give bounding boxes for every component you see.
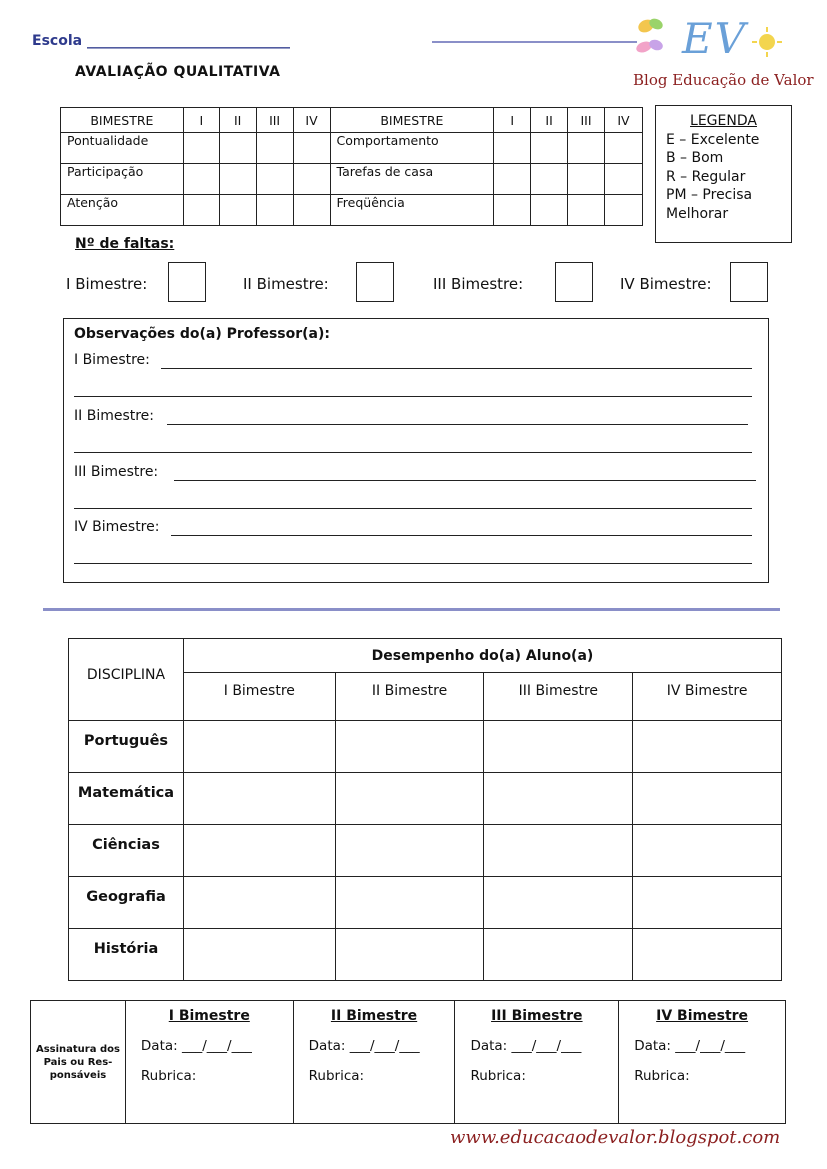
grade-cell[interactable] bbox=[568, 133, 605, 164]
grade-cell[interactable] bbox=[604, 195, 642, 226]
grade-cell[interactable] bbox=[183, 133, 219, 164]
score-cell[interactable] bbox=[633, 877, 782, 929]
grade-cell[interactable] bbox=[183, 164, 219, 195]
subject-label: Geografia bbox=[69, 877, 184, 929]
faltas-box-ii[interactable] bbox=[356, 262, 394, 302]
score-cell[interactable] bbox=[335, 825, 484, 877]
signature-cell-iii[interactable] bbox=[455, 1001, 619, 1124]
score-cell[interactable] bbox=[183, 929, 335, 981]
obs-label: I Bimestre: bbox=[74, 352, 150, 368]
signature-cell-ii[interactable] bbox=[293, 1001, 455, 1124]
grade-cell[interactable] bbox=[604, 164, 642, 195]
grade-cell[interactable] bbox=[219, 133, 256, 164]
criteria-row bbox=[61, 195, 643, 226]
grade-cell[interactable] bbox=[604, 133, 642, 164]
grade-cell[interactable] bbox=[256, 133, 293, 164]
rubrica-field[interactable]: Rubrica: bbox=[308, 1068, 365, 1084]
subject-label: História bbox=[69, 929, 184, 981]
subject-label: Português bbox=[69, 721, 184, 773]
subject-row bbox=[69, 877, 782, 929]
period-ii: II bbox=[531, 108, 568, 133]
obs-line[interactable] bbox=[74, 396, 752, 397]
grade-cell[interactable] bbox=[293, 195, 330, 226]
signature-label: Assinatura dos Pais ou Res-ponsáveis bbox=[31, 1001, 126, 1124]
data-field[interactable]: Data: ___/___/___ bbox=[308, 1038, 420, 1054]
legend-box bbox=[655, 105, 792, 243]
period-header: I Bimestre bbox=[183, 673, 335, 721]
logo-text: Blog Educação de Valor bbox=[633, 71, 814, 89]
obs-line[interactable] bbox=[171, 535, 752, 536]
grade-cell[interactable] bbox=[568, 195, 605, 226]
rubrica-field[interactable]: Rubrica: bbox=[634, 1068, 690, 1084]
performance-group-header: Desempenho do(a) Aluno(a) bbox=[183, 639, 781, 673]
grade-cell[interactable] bbox=[256, 195, 293, 226]
grade-cell[interactable] bbox=[293, 133, 330, 164]
score-cell[interactable] bbox=[633, 929, 782, 981]
grade-cell[interactable] bbox=[293, 164, 330, 195]
score-cell[interactable] bbox=[183, 877, 335, 929]
obs-line[interactable] bbox=[74, 563, 752, 564]
signature-table bbox=[30, 1000, 786, 1124]
observacoes-box bbox=[63, 318, 769, 583]
score-cell[interactable] bbox=[183, 721, 335, 773]
period-iii: III bbox=[256, 108, 293, 133]
period-header: II Bimestre bbox=[335, 673, 484, 721]
grade-cell[interactable] bbox=[568, 164, 605, 195]
footer-url: www.educacaodevalor.blogspot.com bbox=[450, 1127, 781, 1148]
faltas-box-iv[interactable] bbox=[730, 262, 768, 302]
score-cell[interactable] bbox=[484, 773, 633, 825]
score-cell[interactable] bbox=[484, 721, 633, 773]
obs-line[interactable] bbox=[74, 452, 752, 453]
sun-icon bbox=[752, 27, 782, 57]
grade-cell[interactable] bbox=[494, 164, 531, 195]
subject-label: Ciências bbox=[69, 825, 184, 877]
score-cell[interactable] bbox=[335, 877, 484, 929]
faltas-title: Nº de faltas: bbox=[75, 236, 175, 252]
faltas-box-iii[interactable] bbox=[555, 262, 593, 302]
subject-row bbox=[69, 773, 782, 825]
score-cell[interactable] bbox=[335, 773, 484, 825]
criterion-label: Comportamento bbox=[330, 133, 494, 164]
legend-item: B – Bom bbox=[666, 150, 724, 166]
section-divider bbox=[43, 608, 780, 611]
period-iv: IV bbox=[293, 108, 330, 133]
score-cell[interactable] bbox=[484, 877, 633, 929]
faltas-label: I Bimestre: bbox=[66, 275, 148, 293]
obs-line[interactable] bbox=[74, 508, 752, 509]
period-ii: II bbox=[219, 108, 256, 133]
criterion-label: Freqüência bbox=[330, 195, 494, 226]
criterion-label: Atenção bbox=[61, 195, 184, 226]
period-iv: IV bbox=[604, 108, 642, 133]
subject-row bbox=[69, 929, 782, 981]
obs-label: IV Bimestre: bbox=[74, 519, 160, 535]
header-rule bbox=[432, 41, 637, 43]
grade-cell[interactable] bbox=[219, 164, 256, 195]
period-header: III Bimestre bbox=[484, 673, 633, 721]
grade-cell[interactable] bbox=[256, 164, 293, 195]
grade-cell[interactable] bbox=[531, 164, 568, 195]
obs-label: II Bimestre: bbox=[74, 408, 155, 424]
obs-line[interactable] bbox=[174, 480, 756, 481]
rubrica-field[interactable]: Rubrica: bbox=[140, 1068, 197, 1084]
signature-period: I Bimestre bbox=[168, 1008, 250, 1024]
subject-label: Matemática bbox=[69, 773, 184, 825]
score-cell[interactable] bbox=[633, 825, 782, 877]
grade-cell[interactable] bbox=[494, 195, 531, 226]
observacoes-title: Observações do(a) Professor(a): bbox=[74, 326, 331, 342]
signature-period: II Bimestre bbox=[330, 1008, 418, 1024]
criteria-row bbox=[61, 164, 643, 195]
data-field[interactable]: Data: ___/___/___ bbox=[470, 1038, 582, 1054]
criteria-row bbox=[61, 133, 643, 164]
header-bimestre: BIMESTRE bbox=[61, 108, 184, 133]
subject-row bbox=[69, 721, 782, 773]
rubrica-field[interactable]: Rubrica: bbox=[470, 1068, 526, 1084]
score-cell[interactable] bbox=[183, 773, 335, 825]
score-cell[interactable] bbox=[335, 929, 484, 981]
criteria-table bbox=[60, 107, 643, 226]
criteria-header-row bbox=[61, 108, 643, 133]
grade-cell[interactable] bbox=[531, 133, 568, 164]
criterion-label: Tarefas de casa bbox=[330, 164, 494, 195]
faltas-box-i[interactable] bbox=[168, 262, 206, 302]
signature-period: III Bimestre bbox=[491, 1008, 583, 1024]
grade-cell[interactable] bbox=[531, 195, 568, 226]
period-i: I bbox=[183, 108, 219, 133]
criterion-label: Participação bbox=[61, 164, 184, 195]
logo bbox=[632, 12, 792, 72]
period-i: I bbox=[494, 108, 531, 133]
criterion-label: Pontualidade bbox=[61, 133, 184, 164]
legend-item: R – Regular bbox=[666, 168, 746, 185]
escola-label: Escola _____________________________ bbox=[32, 33, 290, 49]
obs-label: III Bimestre: bbox=[74, 464, 159, 480]
score-cell[interactable] bbox=[484, 929, 633, 981]
grade-cell[interactable] bbox=[494, 133, 531, 164]
legend-item: PM – Precisa Melhorar bbox=[666, 187, 753, 222]
data-field[interactable]: Data: ___/___/___ bbox=[634, 1038, 746, 1054]
legend-item: E – Excelente bbox=[666, 131, 760, 148]
obs-line[interactable] bbox=[161, 368, 752, 369]
score-cell[interactable] bbox=[335, 721, 484, 773]
signature-period: IV Bimestre bbox=[656, 1008, 749, 1024]
signature-cell-i[interactable] bbox=[125, 1001, 293, 1124]
period-iii: III bbox=[568, 108, 605, 133]
score-cell[interactable] bbox=[633, 721, 782, 773]
signature-cell-iv[interactable] bbox=[619, 1001, 786, 1124]
data-field[interactable]: Data: ___/___/___ bbox=[140, 1038, 252, 1054]
obs-line[interactable] bbox=[167, 424, 748, 425]
header-bimestre: BIMESTRE bbox=[330, 108, 494, 133]
performance-table bbox=[68, 638, 782, 981]
score-cell[interactable] bbox=[633, 773, 782, 825]
page-title: AVALIAÇÃO QUALITATIVA bbox=[75, 64, 281, 80]
score-cell[interactable] bbox=[183, 825, 335, 877]
period-header: IV Bimestre bbox=[633, 673, 782, 721]
faltas-label: IV Bimestre: bbox=[620, 275, 712, 293]
butterfly-icon bbox=[635, 17, 665, 55]
subject-row bbox=[69, 825, 782, 877]
discipline-header: DISCIPLINA bbox=[69, 639, 184, 721]
faltas-label: III Bimestre: bbox=[433, 275, 524, 293]
score-cell[interactable] bbox=[484, 825, 633, 877]
grade-cell[interactable] bbox=[219, 195, 256, 226]
legend-title: LEGENDA bbox=[690, 113, 757, 129]
faltas-label: II Bimestre: bbox=[243, 275, 329, 293]
grade-cell[interactable] bbox=[183, 195, 219, 226]
logo-initials: EV bbox=[682, 14, 747, 63]
